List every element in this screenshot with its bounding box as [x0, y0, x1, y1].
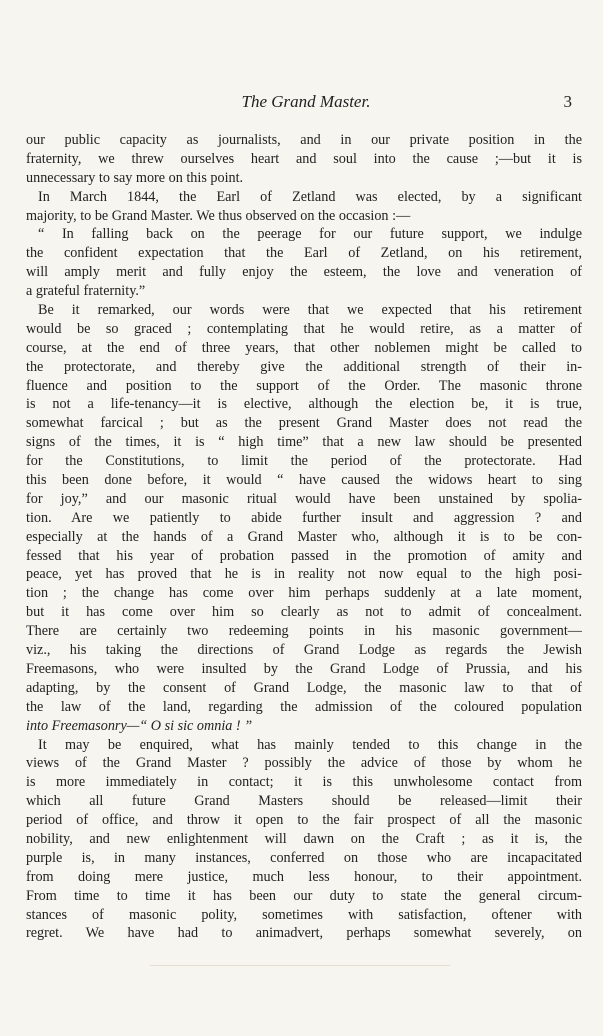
- text-line: our public capacity as journalists, and in our private position in the: [26, 132, 582, 148]
- text-line: a grateful fraternity.”: [26, 283, 146, 300]
- text-line: somewhat farcical ; but as the present Grand Master does not read the: [26, 415, 582, 432]
- body-text: [26, 131, 582, 943]
- text-line: From time to time it has been our duty to state the general circum-: [26, 887, 582, 904]
- text-line: will amply merit and fully enjoy the esteem, the love and veneration of: [26, 264, 582, 281]
- text-line: fluence and position to the support of the Order. The masonic throne: [26, 377, 582, 394]
- text-line: but it has come over him so clearly as not to admit of concealment.: [26, 604, 582, 621]
- text-line: regret. We have had to animadvert, perhaps somewhat severely, on: [26, 925, 582, 942]
- text-line: “ In falling back on the peerage for our future support, we indulge: [38, 226, 582, 243]
- page-number: 3: [563, 92, 572, 111]
- text-line: fraternity, we threw ourselves heart and soul into the cause ;—but it is: [26, 150, 582, 167]
- running-head: [30, 92, 582, 116]
- text-line: the protectorate, and thereby give the additional strength of their in-: [26, 358, 582, 375]
- text-line: the confident expectation that the Earl of Zetland, on his retirement,: [26, 245, 582, 262]
- text-line: is not a life-tenancy—it is elective, although the election be, it is true,: [26, 396, 582, 413]
- text-line: which all future Grand Masters should be released—limit their: [26, 793, 582, 810]
- text-line: is more immediately in contact; it is this unwholesome contact from: [26, 774, 582, 791]
- text-line: unnecessary to say more on this point.: [26, 169, 244, 186]
- text-line: for joy,” and our masonic ritual would have been unstained by spolia-: [26, 490, 582, 507]
- text-line: majority, to be Grand Master. We thus observed on the occasion :—: [26, 207, 411, 224]
- running-title: The Grand Master.: [241, 92, 371, 111]
- text-line: tion. Are we patiently to abide further insult and aggression ? and: [26, 509, 582, 526]
- text-line: this been done before, it would “ have caused the widows heart to sing: [26, 472, 582, 489]
- text-line: from doing mere justice, much less honour, to their appointment.: [26, 868, 582, 885]
- text-line: tion ; the change has come over him perhaps suddenly at a late moment,: [26, 585, 582, 602]
- text-line: nobility, and new enlightenment will dawn on the Craft ; as it is, the: [26, 830, 582, 847]
- text-line: Be it remarked, our words were that we expected that his retirement: [38, 302, 582, 319]
- footer-rule: [150, 965, 450, 966]
- text-line: would be so graced ; contemplating that he would retire, as a matter of: [26, 320, 582, 337]
- text-line: especially at the hands of a Grand Master who, although it is to be con-: [26, 528, 582, 545]
- text-line: stances of masonic polity, sometimes with satisfaction, oftener with: [26, 906, 582, 923]
- text-line: the law of the land, regarding the admission of the coloured population: [26, 698, 582, 715]
- text-line: There are certainly two redeeming points in his masonic government—: [26, 623, 582, 640]
- text-line: purple is, in many instances, conferred on those who are incapacitated: [26, 849, 582, 866]
- text-line: peace, yet has proved that he is in reality not now equal to the high posi-: [26, 566, 582, 583]
- text-line: In March 1844, the Earl of Zetland was elected, by a significant: [38, 188, 582, 205]
- text-line: adapting, by the consent of Grand Lodge, the masonic law to that of: [26, 679, 582, 696]
- text-line: course, at the end of three years, that other noblemen might be called to: [26, 339, 582, 356]
- text-line: viz., his taking the directions of Grand Lodge as regards the Jewish: [26, 642, 582, 659]
- text-line: views of the Grand Master ? possibly the advice of those by whom he: [26, 755, 582, 772]
- text-line: into Freemasonry—“ O si sic omnia ! ”: [26, 717, 253, 734]
- text-line: period of office, and throw it open to the fair prospect of all the masonic: [26, 812, 582, 829]
- text-line: It may be enquired, what has mainly tended to this change in the: [38, 736, 582, 753]
- text-line: for the Constitutions, to limit the period of the protectorate. Had: [26, 453, 582, 470]
- text-line: signs of the times, it is “ high time” that a new law should be presented: [26, 434, 582, 451]
- text-line: fessed that his year of probation passed in the promotion of amity and: [26, 547, 582, 564]
- text-line: Freemasons, who were insulted by the Grand Lodge of Prussia, and his: [26, 660, 582, 677]
